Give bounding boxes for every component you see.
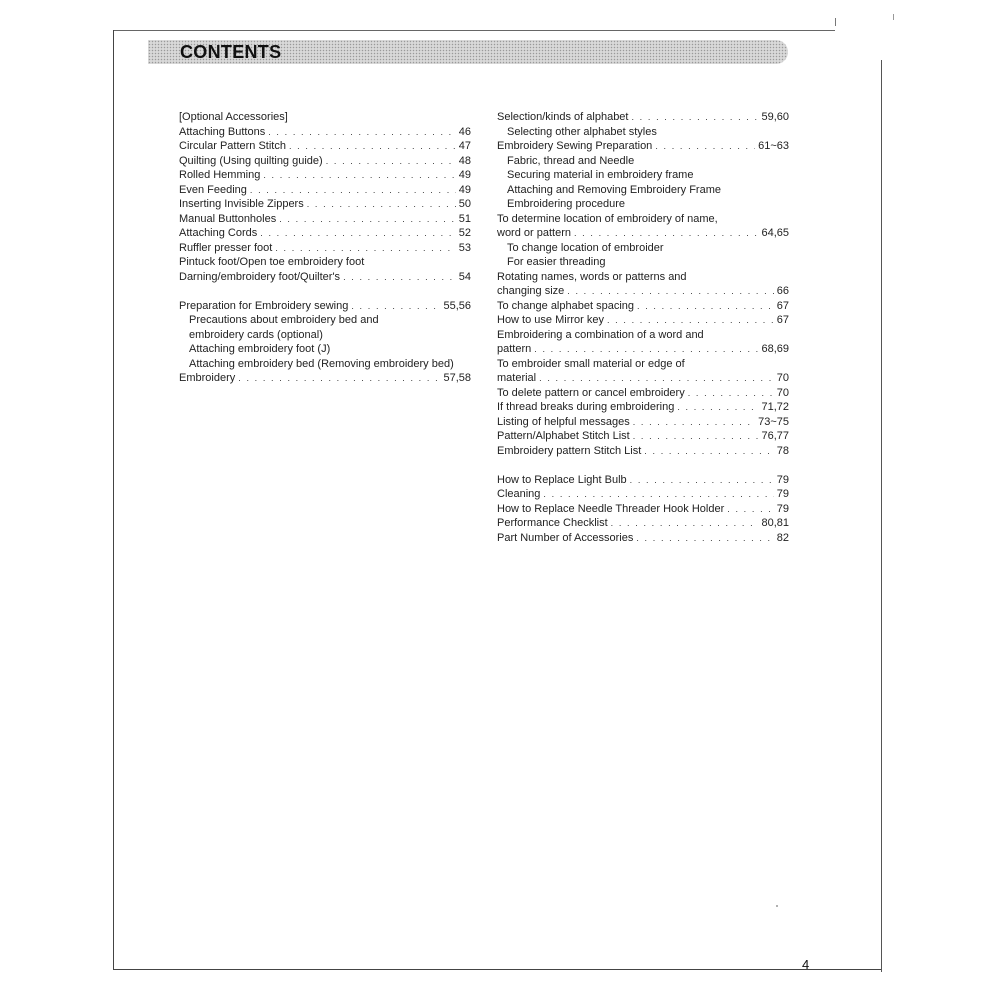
toc-entry-title: Part Number of Accessories [497,531,634,544]
toc-page-number: 66 [776,285,789,297]
toc-entry [497,342,789,357]
dot-leader [250,183,456,198]
toc-page-number: 53 [458,241,471,254]
toc-entry [179,270,471,285]
toc-page-number: 64,65 [761,227,789,239]
toc-page-number: 57,58 [443,372,471,384]
dot-leader [307,197,456,212]
toc-page-number: 49 [458,169,471,181]
toc-entry-title: Selecting other alphabet styles [507,125,657,138]
dot-leader [607,313,774,328]
toc-entry-title: To determine location of embroidery of name, [497,212,718,225]
toc-entry [179,183,471,198]
dot-leader [275,241,455,256]
dot-leader [279,212,456,227]
toc-subentry [497,154,789,169]
toc-page-number: 73~75 [758,415,789,428]
toc-entry-title: Fabric, thread and Needle [507,154,635,167]
toc-left-column [179,110,471,386]
toc-entry [497,516,789,531]
toc-entry [497,284,789,299]
page-right-edge [881,60,882,972]
toc-entry-title: Preparation for Embroidery sewing [179,299,349,312]
toc-entry-title: Precautions about embroidery bed and [189,314,379,326]
toc-entry [497,212,789,227]
dot-leader [688,386,774,401]
dot-leader [351,299,440,314]
toc-entry-title: Listing of helpful messages [497,415,630,428]
toc-entry-title: How to Replace Needle Threader Hook Holder [497,502,725,515]
toc-entry [179,154,471,169]
toc-entry-title: pattern [497,343,532,355]
toc-entry [497,502,789,517]
toc-entry-title: Selection/kinds of alphabet [497,111,629,123]
toc-page-number: 82 [776,531,789,544]
dot-leader [543,487,773,502]
toc-entry [497,139,789,154]
toc-entry [179,371,471,386]
toc-page-number: 51 [458,212,471,225]
toc-entry [179,241,471,256]
toc-entry-title: To delete pattern or cancel embroidery [497,386,685,399]
page-number: 4 [802,957,810,972]
toc-subentry [497,197,789,212]
dot-leader [630,473,774,488]
toc-entry [497,386,789,401]
toc-entry-title: material [497,372,537,384]
toc-subentry [497,125,789,140]
toc-entry [179,139,471,154]
toc-entry [179,110,471,125]
toc-entry [497,226,789,241]
page-title: CONTENTS [180,42,282,62]
toc-page-number: 80,81 [761,517,789,529]
toc-subentry [179,342,471,357]
dot-leader [677,400,758,415]
toc-page-number: 49 [458,183,471,196]
toc-subentry [497,168,789,183]
dot-leader [611,516,759,531]
dot-leader [655,139,755,154]
toc-entry-title: Rotating names, words or patterns and [497,270,687,283]
toc-entry-title: If thread breaks during embroidering [497,401,675,413]
toc-entry-title: Pattern/Alphabet Stitch List [497,430,630,442]
toc-entry [179,212,471,227]
toc-subentry [497,241,789,256]
dot-leader [263,168,455,183]
toc-entry-title: Ruffler presser foot [179,241,273,254]
toc-page-number: 78 [776,444,789,457]
dot-leader [644,444,773,459]
dot-leader [289,139,456,154]
toc-page-number: 76,77 [761,430,789,442]
toc-entry-title: Quilting (Using quilting guide) [179,154,323,167]
toc-entry [497,444,789,459]
toc-entry [497,328,789,343]
scan-speck [776,905,778,907]
dot-leader [567,284,773,299]
toc-entry-title: Darning/embroidery foot/Quilter's [179,270,341,283]
toc-entry [497,270,789,285]
toc-entry-title: Securing material in embroidery frame [507,169,694,181]
dot-leader [260,226,455,241]
toc-entry-title: Rolled Hemming [179,169,261,181]
toc-subentry [179,313,471,328]
toc-page-number: 54 [458,270,471,283]
toc-entry [497,415,789,430]
section-gap [179,284,471,299]
toc-page-number: 59,60 [761,111,789,123]
toc-entry [179,168,471,183]
crop-mark [893,14,894,20]
toc-entry [179,299,471,314]
toc-entry-title: Manual Buttonholes [179,212,277,225]
toc-entry [497,473,789,488]
toc-entry [497,299,789,314]
dot-leader [539,371,774,386]
toc-page-number: 79 [776,488,789,500]
toc-entry-title: To change alphabet spacing [497,299,634,312]
toc-entry-title: Cleaning [497,488,541,500]
dot-leader [727,502,773,517]
dot-leader [268,125,456,140]
toc-entry [497,400,789,415]
toc-entry-title: Circular Pattern Stitch [179,140,286,152]
toc-page-number: 68,69 [761,343,789,355]
toc-entry-title: Attaching Buttons [179,125,266,138]
toc-entry [497,110,789,125]
toc-right-column [497,110,789,545]
toc-page-number: 71,72 [761,401,789,413]
toc-entry-title: How to Replace Light Bulb [497,473,627,486]
toc-entry [179,197,471,212]
toc-entry-title: Embroidering a combination of a word and [497,328,704,341]
toc-page-number: 52 [458,227,471,239]
toc-page-number: 46 [458,125,471,138]
dot-leader [534,342,758,357]
toc-entry [497,371,789,386]
toc-entry-title: Embroidery Sewing Preparation [497,140,653,152]
dot-leader [574,226,758,241]
toc-subentry [497,255,789,270]
dot-leader [633,415,755,430]
toc-page-number: 55,56 [443,299,471,312]
toc-entry-title: To embroider small material or edge of [497,357,685,370]
dot-leader [343,270,456,285]
crop-mark [835,18,836,26]
section-gap [497,458,789,473]
toc-entry-title: Performance Checklist [497,517,608,529]
toc-page-number: 67 [776,299,789,312]
toc-page-number: 47 [458,140,471,152]
toc-page-number: 79 [776,502,789,515]
toc-entry [179,255,471,270]
toc-entry-title: Attaching embroidery bed (Removing embroidery bed) [189,357,454,370]
dot-leader [636,531,773,546]
toc-entry [497,429,789,444]
toc-page-number: 70 [776,372,789,384]
toc-entry [179,226,471,241]
dot-leader [238,371,440,386]
toc-entry-title: Even Feeding [179,183,247,196]
toc-page-number: 67 [776,314,789,326]
dot-leader [633,429,759,444]
toc-page-number: 50 [458,198,471,210]
dot-leader [637,299,774,314]
toc-entry [497,313,789,328]
toc-entry [497,531,789,546]
toc-entry [497,357,789,372]
toc-page-number: 61~63 [758,140,789,152]
toc-entry-title: For easier threading [507,256,606,268]
toc-subentry [179,328,471,343]
toc-entry-title: Attaching and Removing Embroidery Frame [507,183,721,196]
toc-entry-title: embroidery cards (optional) [189,328,323,341]
toc-entry-title: changing size [497,285,565,297]
toc-entry-title: How to use Mirror key [497,314,604,326]
toc-entry-title: Inserting Invisible Zippers [179,198,304,210]
toc-entry-title: Embroidery pattern Stitch List [497,444,642,457]
toc-subentry [497,183,789,198]
toc-entry-title: [Optional Accessories] [179,111,288,123]
toc-entry-title: To change location of embroider [507,241,664,254]
toc-page-number: 79 [776,473,789,486]
toc-entry-title: Attaching Cords [179,227,258,239]
toc-entry [497,487,789,502]
toc-page-number: 48 [458,154,471,167]
toc-entry [179,125,471,140]
toc-entry-title: word or pattern [497,227,571,239]
dot-leader [326,154,456,169]
toc-entry-title: Attaching embroidery foot (J) [189,343,331,355]
toc-entry-title: Embroidering procedure [507,198,626,210]
toc-page-number: 70 [776,386,789,399]
toc-entry-title: Embroidery [179,372,236,384]
toc-entry-title: Pintuck foot/Open toe embroidery foot [179,256,365,268]
toc-subentry [179,357,471,372]
dot-leader [631,110,758,125]
